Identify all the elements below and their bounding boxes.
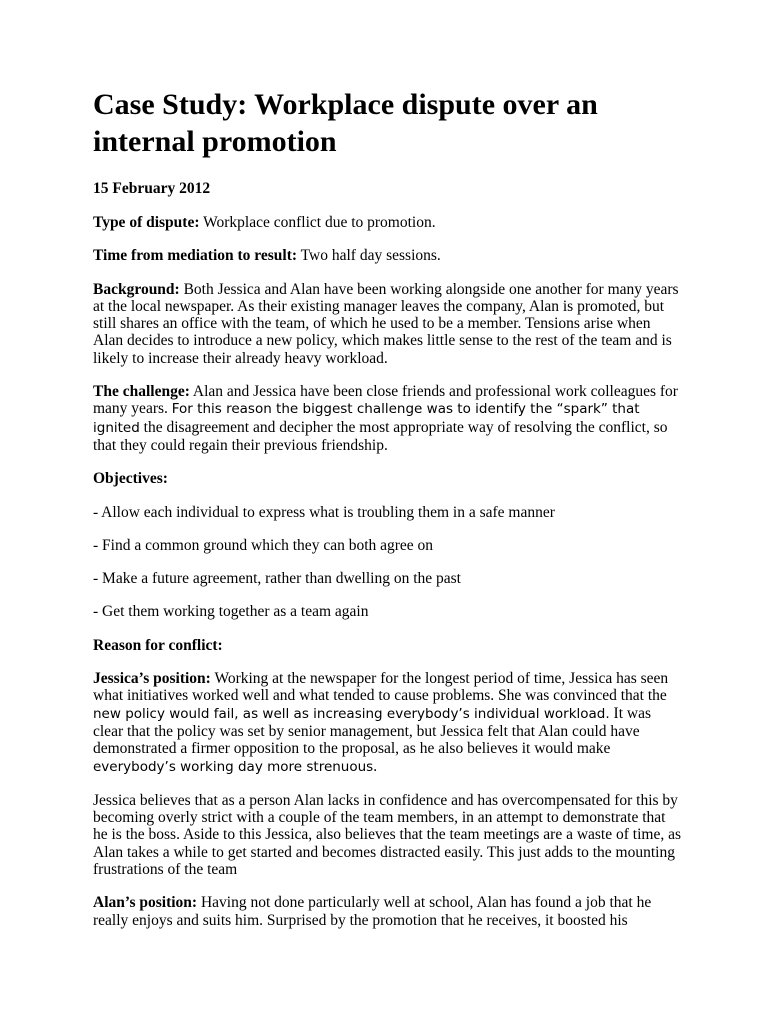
jessica-beliefs-paragraph: Jessica believes that as a person Alan lacks in confidence and has overcompensated for this by becoming overly strict with a couple of the team members, in an attempt to demonstrate that he is the boss. Aside to this Jessica, also believes that the team meetings are a waste of time, as Alan takes a while to get started and becomes distracted easily. This just adds to the mounting frustrations of the team — [93, 791, 681, 879]
jessica-position-text-4: everybody’s working day more strenuous — [93, 758, 374, 775]
objective-item-2: - Find a common ground which they can both agree on — [93, 536, 434, 554]
objective-item-4: - Get them working together as a team again — [93, 603, 369, 621]
background-label: Background: — [93, 280, 180, 298]
challenge-paragraph — [93, 383, 683, 454]
type-of-dispute-label: Type of dispute: — [93, 214, 200, 231]
objective-item-1: - Allow each individual to express what is troubling them in a safe manner — [93, 503, 555, 521]
time-to-result-text: Two half day sessions. — [297, 247, 441, 265]
alan-position-paragraph — [93, 894, 683, 929]
jessica-position-paragraph — [93, 670, 683, 776]
challenge-label: The challenge: — [93, 383, 190, 401]
time-to-result-paragraph — [93, 247, 683, 264]
jessica-position-text-2: new policy would fail, as well as increasing everybody’s individual workload. — [93, 705, 610, 722]
background-paragraph — [93, 281, 683, 367]
reason-for-conflict-heading: Reason for conflict: — [93, 636, 223, 654]
time-to-result-label: Time from mediation to result: — [93, 247, 298, 265]
type-of-dispute-text: Workplace conflict due to promotion. — [199, 214, 436, 231]
jessica-position-text-5: . — [373, 757, 378, 775]
jessica-position-text-3: It was clear that the policy was set by senior management, but Jessica felt that Alan could have demonstrated a firmer opposition to the proposal, as he also believes it would make — [93, 704, 651, 758]
objective-item-3: - Make a future agreement, rather than dwelling on the past — [93, 570, 461, 588]
alan-position-text: Having not done particularly well at school, Alan has found a job that he really enjoys and suits him. Surprised by the promotion that he receives, it boosted his — [93, 894, 652, 929]
date-line: 15 February 2012 — [93, 180, 211, 197]
alan-position-label: Alan’s position: — [93, 894, 198, 912]
challenge-text-1: Alan and Jessica have been close friends and professional work colleagues for many years. — [93, 383, 678, 418]
challenge-text-2: For this reason the biggest challenge was to identify the “spark” that ignited — [93, 401, 640, 436]
jessica-position-text-1: Working at the newspaper for the longest period of time, Jessica has seen what initiatives worked well and what tended to cause problems. She was convinced that the — [93, 670, 669, 705]
jessica-position-label: Jessica’s position: — [93, 670, 211, 688]
objectives-heading: Objectives: — [93, 470, 168, 488]
background-text: Both Jessica and Alan have been working alongside one another for many years at the local newspaper. As their existing manager leaves the company, Alan is promoted, but still shares an office with the team, of which he used to be a member. Tensions arise when Alan decides to introduce a new policy, which makes little sense to the rest of the team and is likely to increase their already heavy workload. — [93, 280, 679, 367]
document-page — [93, 86, 683, 929]
challenge-text-3: the disagreement and decipher the most appropriate way of resolving the conflict, so that they could regain their previous friendship. — [93, 418, 668, 454]
type-of-dispute-paragraph — [93, 214, 683, 231]
page-title: Case Study: Workplace dispute over an internal promotion — [93, 88, 598, 158]
